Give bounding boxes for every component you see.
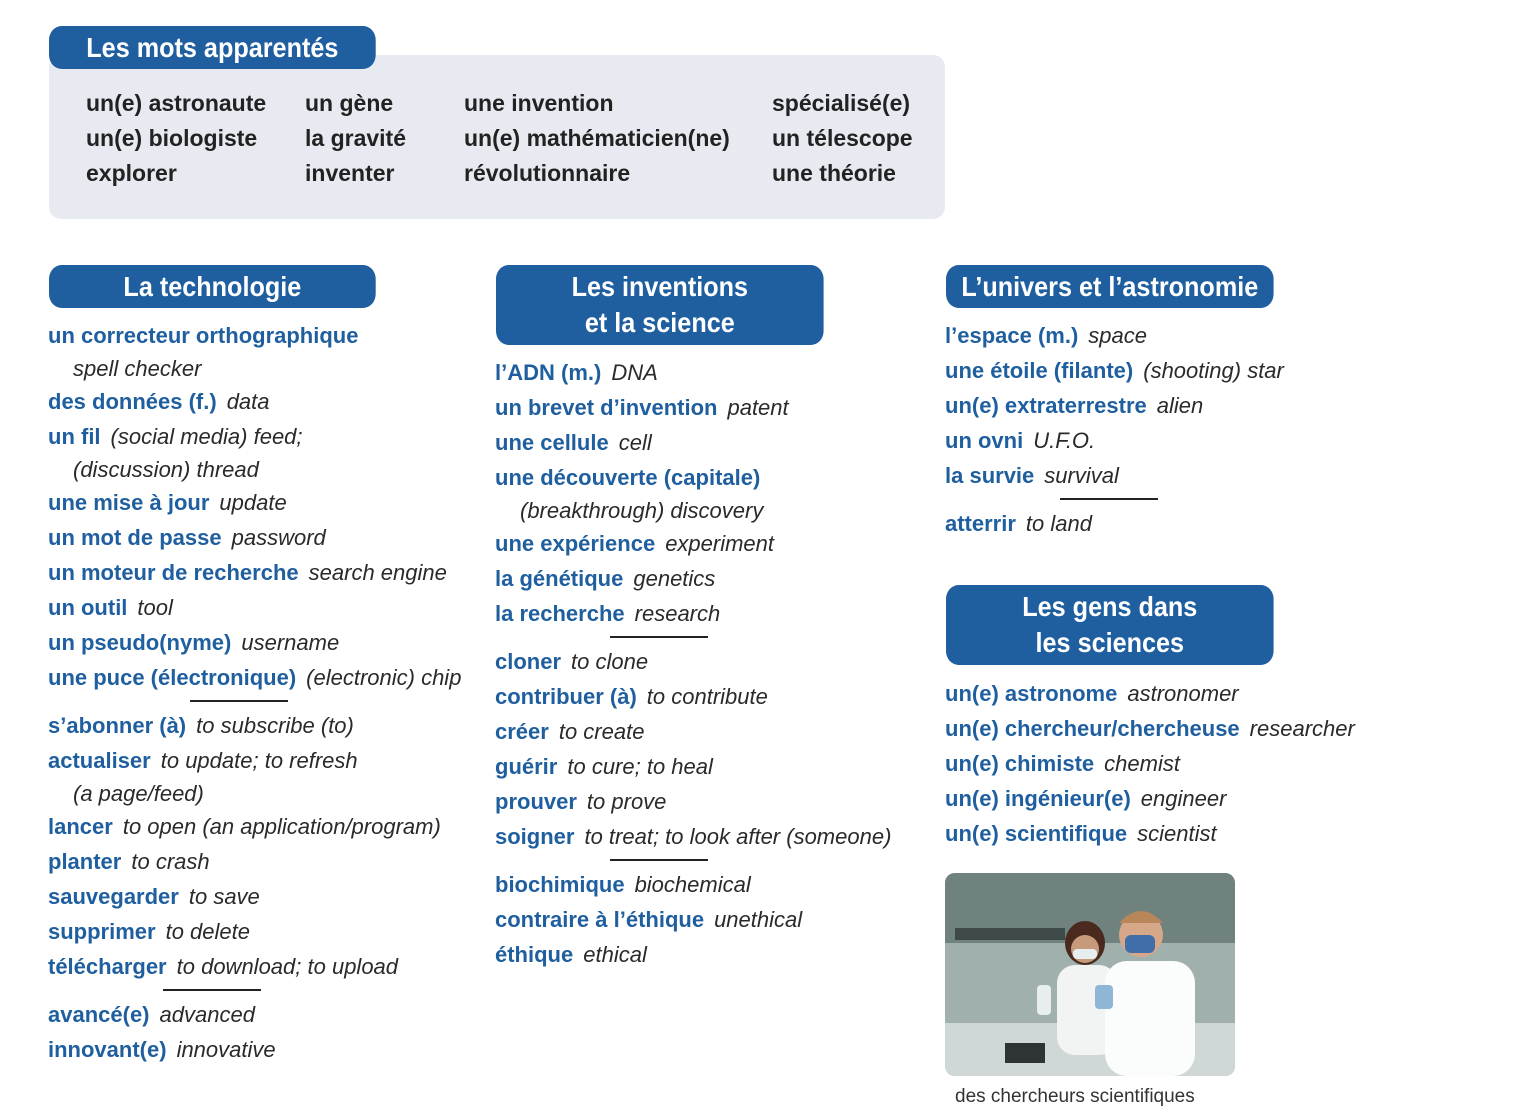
vocab-entry	[945, 318, 1284, 353]
english-translation: to save	[188, 884, 260, 909]
vocab-entry	[945, 746, 1355, 781]
english-translation: to treat; to look after (someone)	[584, 824, 892, 849]
vocab-entry	[495, 561, 891, 596]
cognate-word: un(e) mathématicien(ne)	[464, 125, 730, 151]
vocab-entry	[495, 679, 891, 714]
french-term: l’espace (m.)	[945, 323, 1079, 348]
divider	[610, 859, 708, 861]
french-term: supprimer	[48, 919, 156, 944]
vocab-entry	[945, 711, 1355, 746]
cognate-word: la gravité	[305, 125, 406, 151]
french-term: soigner	[495, 824, 575, 849]
vocab-entry	[495, 596, 891, 631]
divider	[610, 636, 708, 638]
vocab-entry	[48, 318, 461, 353]
english-translation: research	[634, 601, 721, 626]
english-translation: to create	[558, 719, 645, 744]
cognate-word: un télescope	[772, 125, 913, 151]
french-term: un(e) ingénieur(e)	[945, 786, 1131, 811]
english-translation: to land	[1025, 511, 1092, 536]
vocab-entry	[945, 676, 1355, 711]
english-translation: to prove	[586, 789, 667, 814]
cognate-word: un(e) astronaute	[86, 90, 267, 116]
translation-continued: (breakthrough) discovery	[520, 498, 764, 523]
english-translation: biochemical	[634, 872, 751, 897]
english-translation: genetics	[633, 566, 716, 591]
vocab-entry	[48, 997, 461, 1032]
english-translation: tool	[137, 595, 173, 620]
french-term: un outil	[48, 595, 128, 620]
vocab-entry	[48, 914, 461, 949]
french-term: l’ADN (m.)	[495, 360, 602, 385]
vocab-entry	[48, 660, 461, 695]
english-translation: patent	[727, 395, 789, 420]
scientists-photo	[945, 873, 1235, 1076]
inventions-title	[496, 265, 824, 345]
english-translation: password	[231, 525, 326, 550]
french-term: cloner	[495, 649, 562, 674]
vocab-entry	[48, 949, 461, 984]
translation-continued: (a page/feed)	[73, 781, 204, 806]
french-term: une découverte (capitale)	[495, 465, 761, 490]
divider	[1060, 498, 1158, 500]
vocab-entry	[48, 809, 461, 844]
vocab-entry	[945, 458, 1284, 493]
french-term: prouver	[495, 789, 577, 814]
scientists-photo-illustration	[945, 873, 1235, 1076]
english-translation: update	[219, 490, 287, 515]
english-translation: (electronic) chip	[306, 665, 462, 690]
vocab-entry	[945, 388, 1284, 423]
french-term: un brevet d’invention	[495, 395, 718, 420]
french-term: une puce (électronique)	[48, 665, 297, 690]
cognate-word: révolutionnaire	[464, 160, 631, 186]
french-term: guérir	[495, 754, 558, 779]
english-translation: to cure; to heal	[567, 754, 713, 779]
english-translation: survival	[1044, 463, 1119, 488]
inventions-title-line1: Les inventions	[571, 271, 749, 302]
people-title-line1: Les gens dans	[1022, 591, 1198, 622]
english-translation: to open (an application/program)	[122, 814, 441, 839]
english-translation: astronomer	[1127, 681, 1239, 706]
cognates-column-1	[86, 86, 266, 191]
vocab-entry	[48, 520, 461, 555]
english-translation: search engine	[308, 560, 447, 585]
french-term: une cellule	[495, 430, 609, 455]
vocab-entry	[945, 423, 1284, 458]
french-term: la recherche	[495, 601, 625, 626]
french-term: un(e) chimiste	[945, 751, 1095, 776]
french-term: sauvegarder	[48, 884, 179, 909]
english-translation: to subscribe (to)	[196, 713, 354, 738]
french-term: s’abonner (à)	[48, 713, 187, 738]
cognate-word: explorer	[86, 160, 177, 186]
vocab-entry	[495, 749, 891, 784]
cognates-column-3	[464, 86, 730, 191]
cognate-word: un(e) biologiste	[86, 125, 258, 151]
cognate-word: une théorie	[772, 160, 896, 186]
divider	[163, 989, 261, 991]
photo-caption: des chercheurs scientifiques	[955, 1086, 1195, 1107]
english-translation: to update; to refresh	[160, 748, 358, 773]
vocab-entry	[495, 784, 891, 819]
vocab-entry	[48, 384, 461, 419]
french-term: un(e) astronome	[945, 681, 1118, 706]
vocab-entry	[48, 590, 461, 625]
vocab-entry	[495, 819, 891, 854]
english-translation: to crash	[131, 849, 210, 874]
french-term: biochimique	[495, 872, 625, 897]
english-translation: unethical	[714, 907, 803, 932]
english-translation: data	[226, 389, 270, 414]
french-term: un(e) extraterrestre	[945, 393, 1147, 418]
universe-list	[945, 318, 1284, 541]
vocab-entry	[48, 844, 461, 879]
french-term: innovant(e)	[48, 1037, 167, 1062]
french-term: un mot de passe	[48, 525, 222, 550]
inventions-title-line2: et la science	[584, 307, 735, 338]
cognate-word: inventer	[305, 160, 395, 186]
cognates-column-2	[305, 86, 406, 191]
divider	[190, 700, 288, 702]
french-term: un correcteur orthographique	[48, 323, 359, 348]
english-translation: engineer	[1140, 786, 1227, 811]
english-translation: ethical	[583, 942, 647, 967]
english-translation: (shooting) star	[1143, 358, 1284, 383]
english-translation: innovative	[176, 1037, 276, 1062]
vocab-entry	[48, 625, 461, 660]
vocab-entry	[48, 485, 461, 520]
french-term: des données (f.)	[48, 389, 217, 414]
french-term: un(e) chercheur/chercheuse	[945, 716, 1240, 741]
cognate-word: un gène	[305, 90, 394, 116]
french-term: lancer	[48, 814, 113, 839]
french-term: contribuer (à)	[495, 684, 637, 709]
vocab-entry	[495, 937, 891, 972]
french-term: la génétique	[495, 566, 624, 591]
english-translation: to download; to upload	[176, 954, 399, 979]
english-translation: scientist	[1137, 821, 1217, 846]
vocab-entry	[495, 644, 891, 679]
english-translation: space	[1088, 323, 1147, 348]
vocab-entry	[945, 353, 1284, 388]
translation-continued: (discussion) thread	[73, 457, 259, 482]
vocab-entry	[48, 1032, 461, 1067]
french-term: un pseudo(nyme)	[48, 630, 232, 655]
vocab-entry	[495, 425, 891, 460]
vocab-entry	[495, 867, 891, 902]
english-translation: researcher	[1249, 716, 1355, 741]
cognates-title: Les mots apparentés	[49, 26, 376, 69]
universe-title: L’univers et l’astronomie	[946, 265, 1274, 308]
french-term: créer	[495, 719, 549, 744]
vocab-entry	[945, 816, 1355, 851]
vocab-entry	[48, 879, 461, 914]
french-term: actualiser	[48, 748, 151, 773]
french-term: un(e) scientifique	[945, 821, 1128, 846]
technology-title: La technologie	[49, 265, 376, 308]
vocab-entry	[495, 460, 891, 495]
vocab-entry	[945, 506, 1284, 541]
english-translation: chemist	[1104, 751, 1180, 776]
people-list	[945, 676, 1355, 851]
vocab-entry	[495, 355, 891, 390]
english-translation: to delete	[165, 919, 250, 944]
french-term: une étoile (filante)	[945, 358, 1134, 383]
french-term: la survie	[945, 463, 1035, 488]
english-translation: advanced	[159, 1002, 255, 1027]
vocab-entry	[48, 419, 461, 454]
translation-continued: spell checker	[73, 356, 202, 381]
cognate-word: une invention	[464, 90, 614, 116]
english-translation: U.F.O.	[1033, 428, 1096, 453]
vocab-entry	[495, 390, 891, 425]
vocab-entry	[945, 781, 1355, 816]
vocab-entry	[495, 714, 891, 749]
french-term: télécharger	[48, 954, 167, 979]
cognate-word: spécialisé(e)	[772, 90, 911, 116]
vocab-entry	[495, 902, 891, 937]
french-term: planter	[48, 849, 122, 874]
people-title	[946, 585, 1274, 665]
french-term: un moteur de recherche	[48, 560, 299, 585]
english-translation: to contribute	[646, 684, 768, 709]
french-term: avancé(e)	[48, 1002, 150, 1027]
french-term: contraire à l’éthique	[495, 907, 705, 932]
inventions-list	[495, 355, 891, 972]
french-term: un ovni	[945, 428, 1024, 453]
vocab-entry	[48, 708, 461, 743]
french-term: éthique	[495, 942, 574, 967]
french-term: une mise à jour	[48, 490, 210, 515]
cognates-column-4	[772, 86, 913, 191]
english-translation: username	[241, 630, 340, 655]
french-term: un fil	[48, 424, 101, 449]
english-translation: alien	[1156, 393, 1204, 418]
english-translation: to clone	[571, 649, 649, 674]
vocab-entry	[495, 526, 891, 561]
people-title-line2: les sciences	[1035, 627, 1185, 658]
french-term: atterrir	[945, 511, 1016, 536]
english-translation: DNA	[611, 360, 658, 385]
vocab-entry	[48, 555, 461, 590]
french-term: une expérience	[495, 531, 656, 556]
english-translation: (social media) feed;	[110, 424, 303, 449]
technology-list	[48, 318, 461, 1067]
vocab-entry	[48, 743, 461, 778]
english-translation: experiment	[665, 531, 775, 556]
english-translation: cell	[618, 430, 652, 455]
